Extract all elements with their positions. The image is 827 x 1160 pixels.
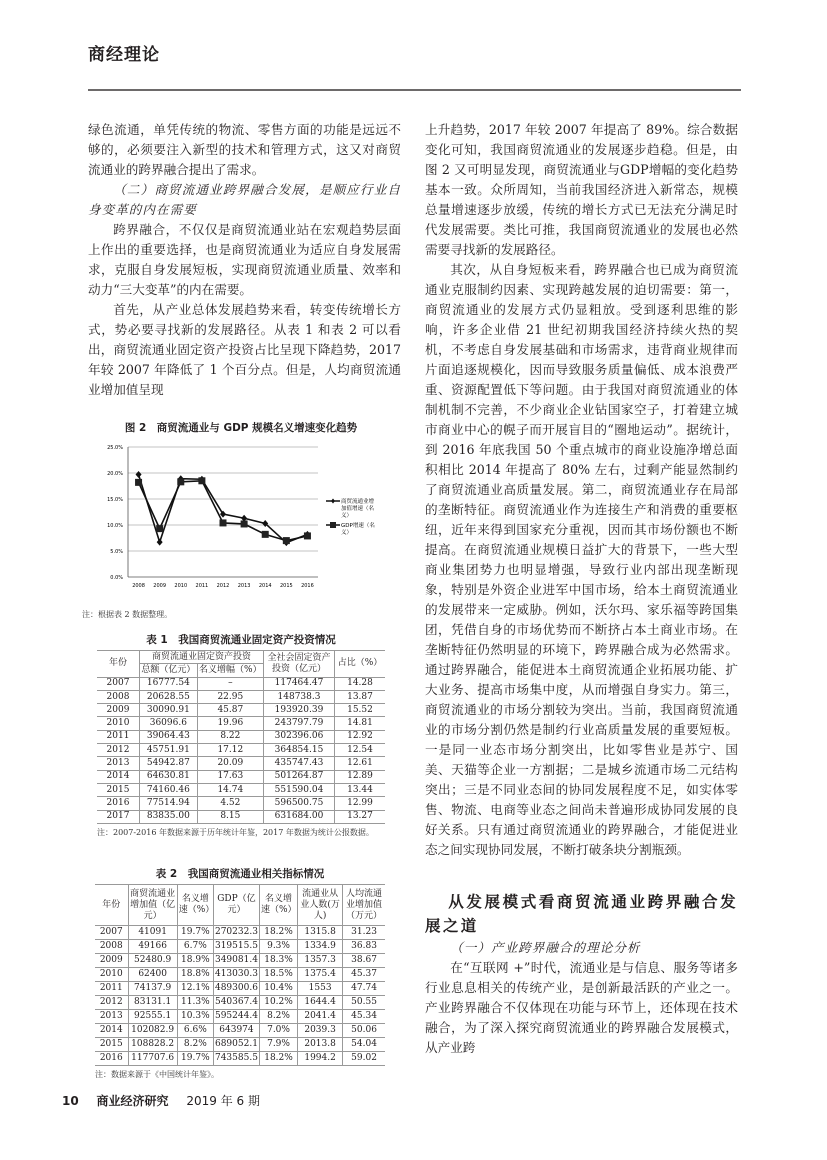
- table-cell: 2009: [95, 954, 128, 968]
- header-rule: [88, 89, 741, 91]
- table-cell: 59.02: [343, 1052, 385, 1066]
- table-cell: 83835.00: [140, 810, 198, 823]
- table-cell: 62400: [128, 968, 177, 982]
- table-cell: 14.28: [335, 677, 386, 690]
- table-cell: 540367.4: [213, 996, 259, 1010]
- table-cell: 45751.91: [140, 744, 198, 757]
- table-cell: 2012: [95, 996, 128, 1010]
- table-cell: 12.99: [335, 797, 386, 810]
- table-cell: 743585.5: [213, 1052, 259, 1066]
- table-cell: 13.87: [335, 690, 386, 703]
- data-point-square: [177, 478, 184, 485]
- table-cell: 15.52: [335, 704, 386, 717]
- table-header-cell: 名义增速（%）: [177, 885, 213, 926]
- table-row: [97, 690, 385, 703]
- table-cell: 270232.3: [213, 926, 259, 940]
- table-2-title: 表 2 我国商贸流通业相关指标情况: [155, 868, 325, 880]
- table-cell: 1357.3: [298, 954, 343, 968]
- table-cell: 30090.91: [140, 704, 198, 717]
- x-tick-label: 2009: [153, 583, 167, 589]
- table-cell: 31.23: [343, 926, 385, 940]
- legend-marker: [331, 499, 335, 504]
- journal-name: 商业经济研究: [96, 1094, 169, 1108]
- table-cell: 13.44: [335, 783, 386, 796]
- table-cell: 1994.2: [298, 1052, 343, 1066]
- th-year: 年份: [97, 651, 140, 678]
- table-cell: 18.3%: [259, 954, 297, 968]
- table-cell: 18.9%: [177, 954, 213, 968]
- table-cell: 2010: [97, 717, 140, 730]
- table-cell: 2014: [95, 1024, 128, 1038]
- table-cell: 12.54: [335, 744, 386, 757]
- table-cell: 643974: [213, 1024, 259, 1038]
- legend-marker: [330, 522, 336, 528]
- paragraph: 跨界融合，不仅仅是商贸流通业站在宏观趋势层面上作出的重要选择，也是商贸流通业为适应自身发展需求，克服自身发展短板，实现商贸流通业质量、效率和动力“三大变革”的内在需要。: [88, 222, 401, 297]
- data-point-square: [304, 532, 311, 539]
- y-tick-label: 0.0%: [110, 575, 123, 581]
- table-cell: 49166: [128, 940, 177, 954]
- table-cell: 2015: [95, 1038, 128, 1052]
- table-cell: 2011: [97, 730, 140, 743]
- table-cell: 19.96: [197, 717, 263, 730]
- table-cell: 2016: [95, 1052, 128, 1066]
- line-chart: [82, 435, 400, 605]
- subsection-heading: （二）商贸流通业跨界融合发展，是顺应行业自身变革的内在需要: [88, 182, 401, 217]
- table-cell: 1315.8: [298, 926, 343, 940]
- table-row: [97, 770, 385, 783]
- table-cell: 36.83: [343, 940, 385, 954]
- table-cell: 74160.46: [140, 783, 198, 796]
- th-society: 全社会固定资产投资（亿元）: [264, 651, 335, 678]
- table-cell: 2012: [97, 744, 140, 757]
- table-cell: 302396.06: [264, 730, 335, 743]
- table-row: [95, 1010, 385, 1024]
- table-cell: 2017: [97, 810, 140, 823]
- table-cell: 22.95: [197, 690, 263, 703]
- chart-title: 图 2 商贸流通业与 GDP 规模名义增速变化趋势: [124, 422, 358, 434]
- table-row: [95, 996, 385, 1010]
- table-cell: 489300.6: [213, 982, 259, 996]
- x-tick-label: 2016: [301, 583, 314, 589]
- table-cell: 20628.55: [140, 690, 198, 703]
- table-cell: 596500.75: [264, 797, 335, 810]
- figure-2: [82, 420, 400, 620]
- legend-label: GDP增速（名: [341, 523, 375, 529]
- table-cell: 2009: [97, 704, 140, 717]
- th-growth: 名义增幅（%）: [197, 664, 263, 677]
- table-cell: 77514.94: [140, 797, 198, 810]
- x-tick-label: 2013: [237, 583, 251, 589]
- table-cell: 631684.00: [264, 810, 335, 823]
- table-cell: 4.52: [197, 797, 263, 810]
- table-cell: 41091: [128, 926, 177, 940]
- paragraph: 首先，从产业总体发展趋势来看，转变传统增长方式，势必要寻找新的发展路径。从表 1 和表 2 可以看出，商贸流通业固定资产投资占比呈现下降趋势，2017 年较 2007 年降低了 1 个百分点。但是，人均商贸流通业增加值呈现: [88, 302, 401, 397]
- table-cell: 102082.9: [128, 1024, 177, 1038]
- table-cell: 6.6%: [177, 1024, 213, 1038]
- data-point-square: [198, 477, 205, 484]
- table-cell: 2013: [95, 1010, 128, 1024]
- table-cell: –: [197, 677, 263, 690]
- table-cell: 2013.8: [298, 1038, 343, 1052]
- table-cell: 551590.04: [264, 783, 335, 796]
- data-point-diamond: [136, 471, 142, 478]
- table-row: [97, 797, 385, 810]
- table-cell: 2007: [95, 926, 128, 940]
- data-point-square: [135, 479, 142, 486]
- table-cell: 17.63: [197, 770, 263, 783]
- table-cell: 117464.47: [264, 677, 335, 690]
- x-tick-label: 2011: [195, 583, 209, 589]
- issue: 2019 年 6 期: [186, 1094, 260, 1108]
- table-1-note: 注：2007-2016 年数据来源于历年统计年鉴，2017 年数据为统计公报数据。: [97, 827, 374, 837]
- table-cell: 2007: [97, 677, 140, 690]
- table-cell: 64630.81: [140, 770, 198, 783]
- table-cell: 12.61: [335, 757, 386, 770]
- y-tick-label: 15.0%: [107, 497, 123, 503]
- table-cell: 413030.3: [213, 968, 259, 982]
- x-tick-label: 2012: [216, 583, 230, 589]
- table-cell: 8.2%: [177, 1038, 213, 1052]
- section-header: 商经理论: [88, 45, 160, 65]
- x-tick-label: 2014: [258, 583, 272, 589]
- table-cell: 364854.15: [264, 744, 335, 757]
- table-cell: 12.89: [335, 770, 386, 783]
- table-cell: 8.22: [197, 730, 263, 743]
- table-row: [97, 717, 385, 730]
- table-row: [95, 1038, 385, 1052]
- th-group: 商贸流通业固定资产投资: [140, 651, 264, 664]
- th-total: 总额（亿元）: [140, 664, 198, 677]
- table-cell: 2015: [97, 783, 140, 796]
- table-cell: 45.87: [197, 704, 263, 717]
- legend-label: 商贸流通业增: [341, 499, 375, 505]
- table-cell: 54.04: [343, 1038, 385, 1052]
- table-header-cell: 商贸流通业增加值（亿元）: [128, 885, 177, 926]
- table-cell: 39064.43: [140, 730, 198, 743]
- series-line: [139, 475, 308, 543]
- table-cell: 14.81: [335, 717, 386, 730]
- table-cell: 36096.6: [140, 717, 198, 730]
- table-cell: 8.2%: [259, 1010, 297, 1024]
- table-cell: 689052.1: [213, 1038, 259, 1052]
- table-cell: 13.27: [335, 810, 386, 823]
- section-heading: 从发展模式看商贸流通业跨界融合发展之道: [425, 893, 738, 935]
- right-column-text: [425, 120, 738, 1058]
- table-row: [97, 677, 385, 690]
- table-cell: 74137.9: [128, 982, 177, 996]
- table-cell: 18.8%: [177, 968, 213, 982]
- chart-note: 注：根据表 2 数据整理。: [82, 610, 173, 619]
- data-point-diamond: [157, 539, 163, 546]
- y-tick-label: 20.0%: [107, 471, 123, 477]
- table-cell: 148738.3: [264, 690, 335, 703]
- table-cell: 2010: [95, 968, 128, 982]
- page-footer: [62, 1092, 260, 1109]
- table-cell: 18.5%: [259, 968, 297, 982]
- table-cell: 7.0%: [259, 1024, 297, 1038]
- table-cell: 38.67: [343, 954, 385, 968]
- table-cell: 19.7%: [177, 926, 213, 940]
- paragraph: 在“互联网 +”时代，流通业是与信息、服务等诸多行业息息相关的传统产业，是创新最活跃的产业之一。产业跨界融合不仅体现在功能与环节上，还体现在技术融合，为了深入探究商贸流通业的跨界融合发展模式，从产业跨: [425, 960, 738, 1055]
- table-row: [97, 810, 385, 823]
- th-share: 占比（%）: [335, 651, 386, 678]
- x-tick-label: 2010: [174, 583, 188, 589]
- data-point-square: [241, 520, 248, 527]
- paragraph: 绿色流通，单凭传统的物流、零售方面的功能是远远不够的，必须要注入新型的技术和管理方式，这又对商贸流通业的跨界融合提出了需求。: [88, 122, 401, 177]
- paragraph: 上升趋势，2017 年较 2007 年提高了 89%。综合数据变化可知，我国商贸流通业的发展逐步趋稳。但是，由图 2 又可明显发现，商贸流通业与GDP增幅的变化趋势基本一致。众所周知，当前我国经济进入新常态，规模总量增速逐步放缓，传统的增长方式已无法充分满足时代发展需要。类比可推，我国商贸流通业的发展也必然需要寻找新的发展路径。: [425, 122, 738, 257]
- table-2-note: 注：数据来源于《中国统计年鉴》。: [95, 1070, 219, 1079]
- table-cell: 12.1%: [177, 982, 213, 996]
- data-point-square: [283, 537, 290, 544]
- table-cell: 117707.6: [128, 1052, 177, 1066]
- table-row: [97, 783, 385, 796]
- table-cell: 16777.54: [140, 677, 198, 690]
- table-header-cell: 名义增速（%）: [259, 885, 297, 926]
- table-cell: 2041.4: [298, 1010, 343, 1024]
- table-cell: 83131.1: [128, 996, 177, 1010]
- table-header-cell: 年份: [95, 885, 128, 926]
- table-row: [95, 1024, 385, 1038]
- table-row: [95, 954, 385, 968]
- table-2: [95, 866, 385, 1080]
- table-cell: 2008: [97, 690, 140, 703]
- table-1: [97, 632, 385, 838]
- table-cell: 2014: [97, 770, 140, 783]
- table-cell: 17.12: [197, 744, 263, 757]
- subsection-heading: （一）产业跨界融合的理论分析: [450, 940, 641, 955]
- table-cell: 10.3%: [177, 1010, 213, 1024]
- y-tick-label: 25.0%: [107, 445, 123, 451]
- table-cell: 18.2%: [259, 926, 297, 940]
- table-row: [97, 744, 385, 757]
- x-tick-label: 2008: [132, 583, 145, 589]
- table-row: [97, 704, 385, 717]
- table-cell: 47.74: [343, 982, 385, 996]
- page-number: 10: [62, 1094, 79, 1108]
- legend-label: 义）: [341, 530, 353, 536]
- table-row: [95, 968, 385, 982]
- table-row: [95, 940, 385, 954]
- table-cell: 319515.5: [213, 940, 259, 954]
- table-cell: 20.09: [197, 757, 263, 770]
- table-row: [97, 757, 385, 770]
- paragraph: 其次，从自身短板来看，跨界融合也已成为商贸流通业克服制约因素、实现跨越发展的迫切需要：第一，商贸流通业的发展方式仍显粗放。受到逐利思维的影响，许多企业借 21 世纪初期我国经济持续火热的契机，不考虑自身发展基础和市场需求，违背商业规律而片面追逐规模化，因而导致服务质量偏低、成本浪费严重、资源配置低下等问题。由于我国对商贸流通业的体制机制不完善，不少商业企业钻国家空子，打着建立城市商业中心的幌子而开展盲目的“圈地运动”。据统计，到 2016 年底我国 50 个重点城市的商业设施净增总面积相比 2014 年提高了 80% 左右，过剩产能显然制约了商贸流通业高质量发展。第二，商贸流通业存在局部的垄断特征。商贸流通业作为连接生产和消费的重要枢纽，近年来得到国家充分重视，因而其市场份额也不断提高。在商贸流通业规模日益扩大的背景下，一些大型商业集团势力也明显增强，导致行业内部出现垄断现象，特别是外资企业进军中国市场，给本土商贸流通业的发展带来一定威胁。例如，沃尔玛、家乐福等跨国集团，凭借自身的市场优势而不断挤占本土商业市场。在垄断特征仍然明显的环境下，跨界融合成为必然需求。通过跨界融合，能促进本土商贸流通企业拓展功能、扩大业务、提高市场集中度，从而增强自身实力。第三，商贸流通业的市场分割较为突出。当前，我国商贸流通业的市场分割仍然是制约行业高质量发展的重要短板。一是同一业态市场分割突出，比如零售业是苏宁、国美、天猫等企业一方割据；二是城乡流通市场二元结构突出；三是不同业态间的协同发展程度不足，如实体零售、物流、电商等业态之间尚未普遍形成协同发展的良好关系。只有通过商贸流通业的跨界融合，才能促进业态之间实现协同发展，不断打破条块分割瓶颈。: [425, 262, 738, 857]
- table-row: [95, 982, 385, 996]
- table-1-title: 表 1 我国商贸流通业固定资产投资情况: [146, 634, 336, 646]
- table-cell: 6.7%: [177, 940, 213, 954]
- table-cell: 11.3%: [177, 996, 213, 1010]
- table-cell: 54942.87: [140, 757, 198, 770]
- table-cell: 50.06: [343, 1024, 385, 1038]
- table-cell: 18.2%: [259, 1052, 297, 1066]
- table-cell: 243797.79: [264, 717, 335, 730]
- table-cell: 1644.4: [298, 996, 343, 1010]
- x-tick-label: 2015: [279, 583, 293, 589]
- table-cell: 2013: [97, 757, 140, 770]
- data-point-square: [156, 525, 163, 532]
- table-cell: 9.3%: [259, 940, 297, 954]
- table-cell: 2016: [97, 797, 140, 810]
- table-cell: 349081.4: [213, 954, 259, 968]
- table-cell: 10.4%: [259, 982, 297, 996]
- table-header-cell: 流通业从业人数(万人): [298, 885, 343, 926]
- table-row: [95, 1052, 385, 1066]
- table-cell: 595244.4: [213, 1010, 259, 1024]
- data-point-square: [262, 531, 269, 538]
- table-row: [97, 730, 385, 743]
- table-cell: 7.9%: [259, 1038, 297, 1052]
- table-cell: 2011: [95, 982, 128, 996]
- table-cell: 108828.2: [128, 1038, 177, 1052]
- table-cell: 1334.9: [298, 940, 343, 954]
- table-header-cell: 人均流通业增加值（万元）: [343, 885, 385, 926]
- table-row: [95, 926, 385, 940]
- table-cell: 14.74: [197, 783, 263, 796]
- table-cell: 10.2%: [259, 996, 297, 1010]
- table-cell: 45.34: [343, 1010, 385, 1024]
- table-cell: 1375.4: [298, 968, 343, 982]
- table-cell: 45.37: [343, 968, 385, 982]
- data-point-square: [220, 519, 227, 526]
- legend-label: 加值增速（名: [341, 506, 375, 512]
- table-cell: 435747.43: [264, 757, 335, 770]
- table-cell: 193920.39: [264, 704, 335, 717]
- y-tick-label: 10.0%: [107, 523, 123, 529]
- table-cell: 92555.1: [128, 1010, 177, 1024]
- y-tick-label: 5.0%: [110, 549, 123, 555]
- table-cell: 1553: [298, 982, 343, 996]
- legend-label: 义）: [341, 513, 353, 519]
- table-cell: 19.7%: [177, 1052, 213, 1066]
- table-cell: 12.92: [335, 730, 386, 743]
- table-cell: 2039.3: [298, 1024, 343, 1038]
- table-cell: 52480.9: [128, 954, 177, 968]
- left-column-text: [88, 120, 401, 400]
- table-header-cell: GDP（亿元）: [213, 885, 259, 926]
- table-cell: 50.55: [343, 996, 385, 1010]
- table-cell: 8.15: [197, 810, 263, 823]
- table-cell: 2008: [95, 940, 128, 954]
- table-cell: 501264.87: [264, 770, 335, 783]
